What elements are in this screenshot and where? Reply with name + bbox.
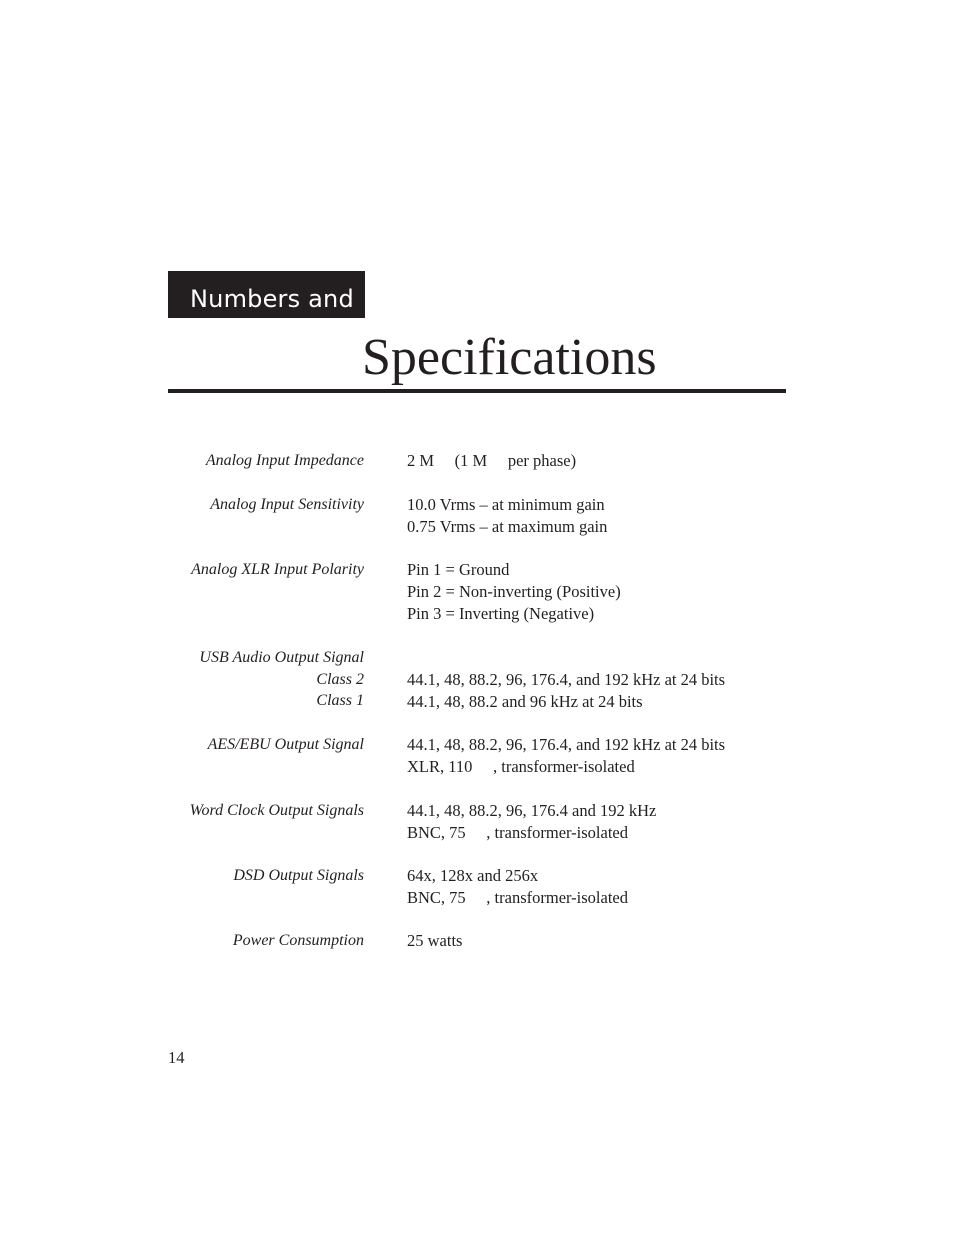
spec-label-line: Analog Input Sensitivity <box>210 496 364 513</box>
spec-value-line: Pin 3 = Inverting (Negative) <box>407 603 595 623</box>
section-tab: Numbers and <box>168 271 365 318</box>
spec-label <box>190 800 364 822</box>
spec-value-line: 44.1, 48, 88.2 and 96 kHz at 24 bits <box>407 691 643 711</box>
spec-label <box>206 450 364 472</box>
spec-label-line: Power Consumption <box>232 932 364 949</box>
spec-value <box>407 450 576 472</box>
page-number: 14 <box>168 1048 185 1067</box>
spec-label-line: Word Clock Output Signals <box>189 802 364 819</box>
spec-value-line <box>407 647 725 669</box>
spec-value-line: Pin 2 = Non-inverting (Positive) <box>407 581 621 601</box>
spec-value-line: 10.0 Vrms – at minimum gain <box>407 495 605 514</box>
spec-value <box>407 930 462 952</box>
spec-value-line: 25 watts <box>407 931 463 950</box>
spec-value <box>407 800 656 844</box>
page-title: Specifications <box>362 329 657 386</box>
spec-value-line: 0.75 Vrms – at maximum gain <box>407 516 608 536</box>
spec-value <box>407 865 628 909</box>
spec-value-line: 2 M (1 M per phase) <box>407 451 577 470</box>
spec-value <box>407 647 725 712</box>
spec-label <box>199 647 364 712</box>
spec-value-line: 44.1, 48, 88.2, 96, 176.4, and 192 kHz at 24 bits <box>407 735 726 754</box>
spec-label <box>208 734 364 756</box>
spec-label-line: Class 2 <box>316 670 364 688</box>
spec-value <box>407 559 621 624</box>
spec-label-line: Analog XLR Input Polarity <box>191 561 364 578</box>
spec-value-line: Pin 1 = Ground <box>407 560 510 579</box>
spec-label-line: Class 1 <box>316 692 364 710</box>
spec-value-line: 44.1, 48, 88.2, 96, 176.4 and 192 kHz <box>407 801 657 820</box>
spec-value-line: BNC, 75 , transformer-isolated <box>407 822 629 842</box>
spec-value-line: BNC, 75 , transformer-isolated <box>407 887 629 907</box>
spec-label-line: Analog Input Impedance <box>205 452 364 469</box>
spec-value <box>407 494 607 538</box>
spec-label <box>210 494 364 516</box>
spec-label-line: USB Audio Output Signal <box>199 649 364 666</box>
spec-label <box>233 865 364 887</box>
spec-value-line: 64x, 128x and 256x <box>407 866 539 885</box>
spec-value <box>407 734 725 778</box>
spec-label-line: AES/EBU Output Signal <box>207 736 364 753</box>
spec-value-line: XLR, 110 , transformer-isolated <box>407 756 635 776</box>
title-rule <box>168 389 786 393</box>
spec-label <box>191 559 364 581</box>
spec-value-line: 44.1, 48, 88.2, 96, 176.4, and 192 kHz at 24 bits <box>407 669 726 689</box>
spec-label-line: DSD Output Signals <box>233 867 364 884</box>
spec-label <box>233 930 364 952</box>
